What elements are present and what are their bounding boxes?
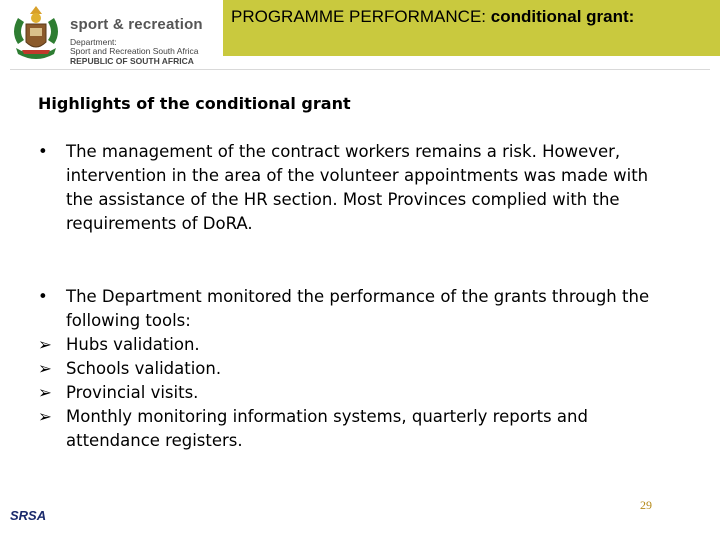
department-name: Sport and Recreation South Africa (70, 46, 199, 56)
list-item (38, 285, 678, 333)
list-item (38, 405, 678, 453)
page-number: 29 (640, 498, 652, 512)
list-item (38, 357, 678, 381)
department-label: Department: (70, 37, 117, 47)
list-item (38, 381, 678, 405)
bullet-block-1 (38, 140, 678, 236)
slide-title (231, 5, 701, 29)
tool-text: Monthly monitoring information systems, quarterly reports and attendance registers. (66, 407, 588, 450)
header-divider (10, 69, 710, 70)
section-heading: Highlights of the conditional grant (38, 94, 351, 113)
bullet-dot-icon: • (38, 142, 48, 161)
arrow-bullet-icon: ➢ (38, 383, 52, 402)
country-name: REPUBLIC OF SOUTH AFRICA (70, 56, 194, 66)
department-logo (4, 4, 224, 66)
footer-org-label: SRSA (10, 508, 47, 523)
arrow-bullet-icon: ➢ (38, 407, 52, 426)
brand-name: sport & recreation (70, 16, 203, 33)
list-item (38, 333, 678, 357)
coat-of-arms-icon (8, 4, 64, 64)
bullet-dot-icon: • (38, 287, 48, 306)
bullet-text: The Department monitored the performance of the grants through the following tools: (66, 287, 650, 330)
tool-text: Schools validation. (66, 359, 222, 378)
slide-title-bold: PROGRAMME PERFORMANCE: (231, 7, 487, 26)
slide-title-rest: conditional grant: (486, 7, 635, 26)
tool-text: Hubs validation. (66, 335, 200, 354)
list-item (38, 140, 678, 236)
arrow-bullet-icon: ➢ (38, 335, 52, 354)
slide-title-box (223, 0, 720, 56)
bullet-text: The management of the contract workers remains a risk. However, intervention in the area of the volunteer appointments was made with the assistance of the HR section. Most Provinces complied with the requirements of DoRA. (66, 142, 649, 233)
tool-text: Provincial visits. (66, 383, 199, 402)
bullet-block-2 (38, 285, 678, 453)
arrow-bullet-icon: ➢ (38, 359, 52, 378)
